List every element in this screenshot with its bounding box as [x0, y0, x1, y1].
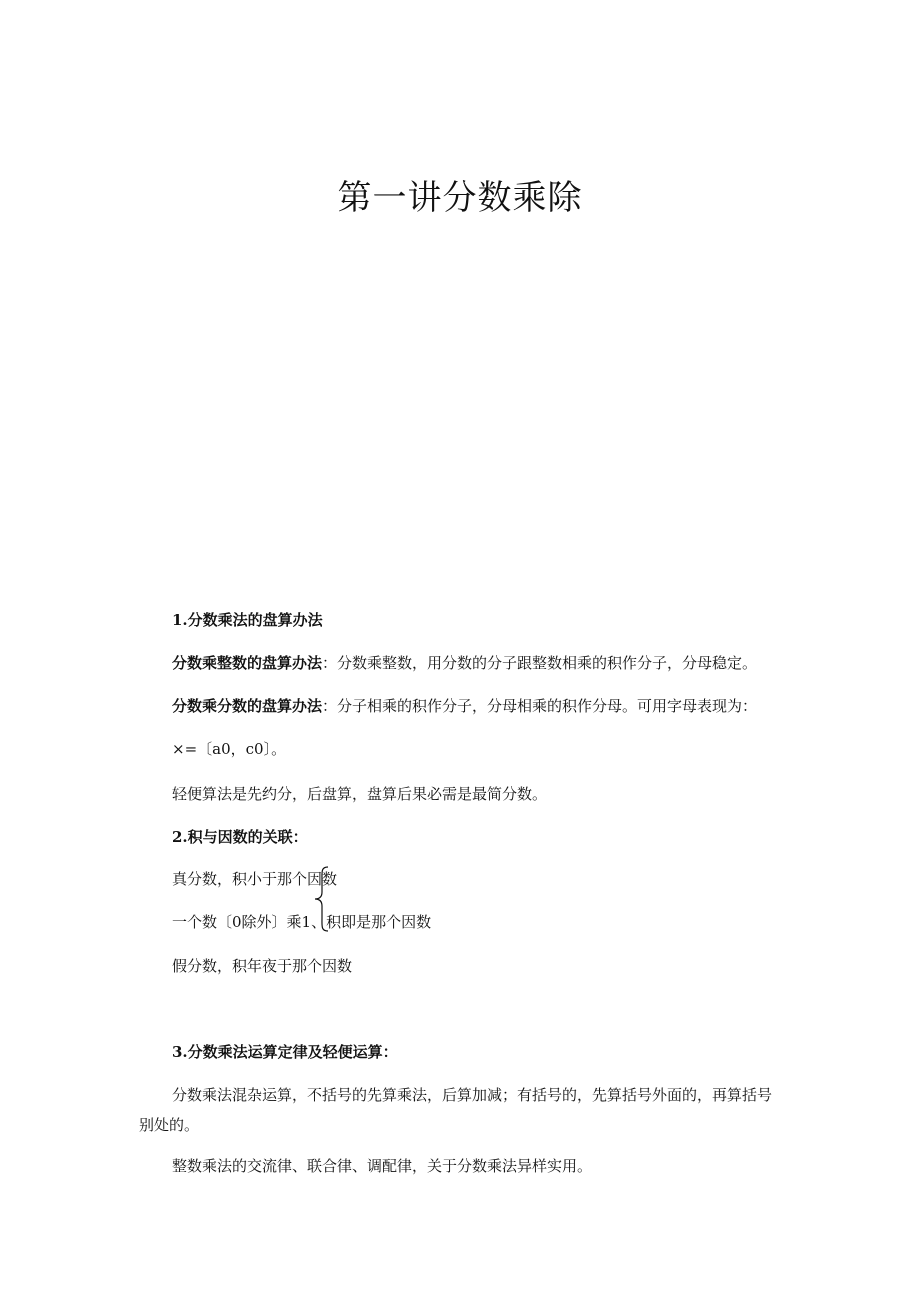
rule2-line [172, 695, 757, 717]
rule2-label: 分数乘分数的盘算办法 [172, 697, 323, 715]
page-title: 第一讲分数乘除 [337, 178, 583, 218]
rule1-label: 分数乘整数的盘算办法 [172, 654, 323, 672]
simplify-note: 轻便算法是先约分，后盘算，盘算后果必需是最简分数。 [172, 785, 548, 803]
section3-heading: 3.分数乘法运算定律及轻便运算： [172, 1043, 398, 1061]
section1-heading: 1.分数乘法的盘算办法 [172, 611, 323, 629]
mixed-operation-paragraph: 分数乘法混杂运算，不括号的先算乘法，后算加减；有括号的，先算括号外面的，再算括号别处的。 [139, 1086, 773, 1134]
relation-proper-fraction: 真分数，积小于那个因数 [172, 870, 338, 888]
section2-heading: 2.积与因数的关联： [172, 828, 308, 846]
rule2-text: ：分子相乘的积作分子，分母相乘的积作分母。可用字母表现为： [322, 697, 758, 715]
rule1-text: ：分数乘整数，用分数的分子跟整数相乘的积作分子，分母稳定。 [322, 654, 758, 672]
relation-improper-fraction: 假分数，积年夜于那个因数 [172, 957, 353, 975]
rule1-line [172, 652, 757, 674]
laws-paragraph: 整数乘法的交流律、联合律、调配律，关于分数乘法异样实用。 [172, 1157, 593, 1175]
formula: ×=〔a0，c0〕。 [172, 740, 287, 758]
relation-times-one: 一个数〔0除外〕乘1、积即是那个因数 [172, 913, 432, 931]
